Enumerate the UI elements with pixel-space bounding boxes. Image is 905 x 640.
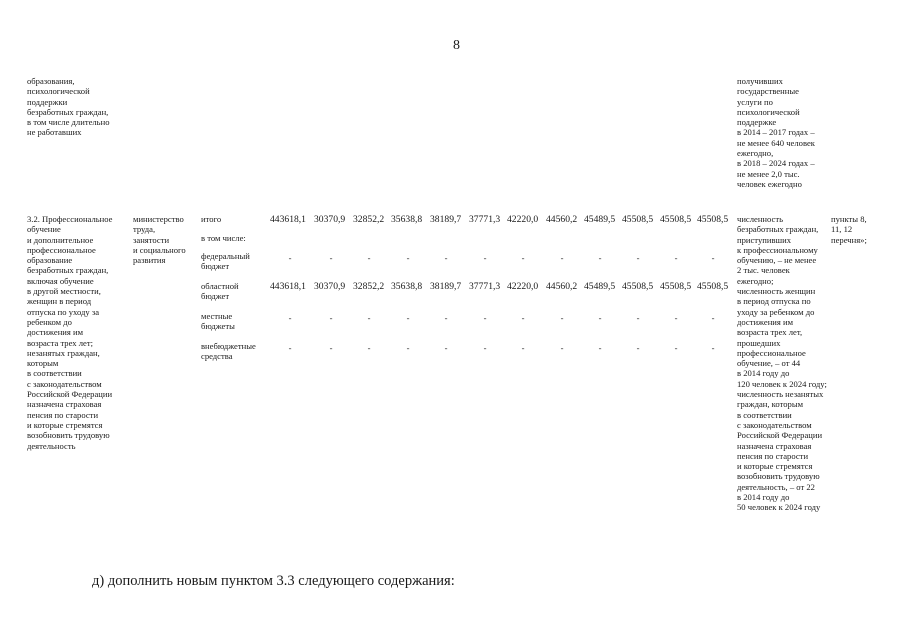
- federal-value: -: [674, 253, 678, 263]
- regional-value: 45508,5: [622, 281, 654, 292]
- regional-value: 42220,0: [507, 281, 539, 292]
- extrabudget-value: -: [636, 343, 640, 353]
- total-value: 37771,3: [469, 214, 501, 225]
- source-label-regional: областной бюджет: [201, 281, 239, 302]
- local-value: -: [521, 313, 525, 323]
- source-label-federal: федеральный бюджет: [201, 251, 250, 272]
- local-value: -: [444, 313, 448, 323]
- regional-value: 443618,1: [270, 281, 306, 292]
- regional-value: 45508,5: [660, 281, 692, 292]
- row-executor: министерство труда, занятости и социального развития: [133, 214, 186, 266]
- total-value: 45508,5: [660, 214, 692, 225]
- total-value: 45508,5: [622, 214, 654, 225]
- local-value: -: [674, 313, 678, 323]
- row-description: 3.2. Профессиональное обучение и дополнительное профессиональное образование безработных граждан, включая обучение в другой местности, женщин в период отпуска по уходу за ребенком до достижения им возраста трех лет; незанятых граждан, которым в соответствии с законодательством Российской Федерации назначена страховая пенсия по старости и которые стремятся возобновить трудовую деятельность: [27, 214, 113, 451]
- federal-value: -: [598, 253, 602, 263]
- federal-value: -: [521, 253, 525, 263]
- federal-value: -: [444, 253, 448, 263]
- local-value: -: [711, 313, 715, 323]
- local-value: -: [560, 313, 564, 323]
- federal-value: -: [711, 253, 715, 263]
- regional-value: 37771,3: [469, 281, 501, 292]
- federal-value: -: [483, 253, 487, 263]
- extrabudget-value: -: [483, 343, 487, 353]
- prev-row-indicator: получивших государственные услуги по психологической поддержке в 2014 – 2017 годах – не менее 640 человек ежегодно, в 2018 – 2024 годах – не менее 2,0 тыс. человек ежегодно: [737, 76, 815, 189]
- regional-value: 30370,9: [314, 281, 346, 292]
- regional-value: 45489,5: [584, 281, 616, 292]
- regional-value: 45508,5: [697, 281, 729, 292]
- local-value: -: [288, 313, 292, 323]
- source-label-extrabudget: внебюджетные средства: [201, 341, 256, 362]
- federal-value: -: [288, 253, 292, 263]
- total-value: 38189,7: [430, 214, 462, 225]
- extrabudget-value: -: [444, 343, 448, 353]
- local-value: -: [406, 313, 410, 323]
- federal-value: -: [406, 253, 410, 263]
- total-value: 32852,2: [353, 214, 385, 225]
- row-reference: пункты 8, 11, 12 перечня»;: [831, 214, 867, 245]
- federal-value: -: [329, 253, 333, 263]
- extrabudget-value: -: [560, 343, 564, 353]
- federal-value: -: [636, 253, 640, 263]
- total-value: 45508,5: [697, 214, 729, 225]
- total-value: 443618,1: [270, 214, 306, 225]
- local-value: -: [483, 313, 487, 323]
- federal-value: -: [367, 253, 371, 263]
- local-value: -: [367, 313, 371, 323]
- regional-value: 38189,7: [430, 281, 462, 292]
- extrabudget-value: -: [521, 343, 525, 353]
- page-number: 8: [453, 38, 460, 53]
- total-value: 30370,9: [314, 214, 346, 225]
- row-indicator: численность безработных граждан, приступивших к профессиональному обучению, – не менее 2 тыс. человек ежегодно; численность женщин в период отпуска по уходу за ребенком до достижения им возраста трех лет, прошедших профессиональное обучение, – от 44 в 2014 году до 120 человек к 2024 году; численность незанятых граждан, которым в соответствии с законодательством Российской Федерации назначена страховая пенсия по старости и которые стремятся возобновить трудовую деятельность, – от 22 в 2014 году до 50 человек к 2024 году: [737, 214, 827, 513]
- extrabudget-value: -: [598, 343, 602, 353]
- regional-value: 44560,2: [546, 281, 578, 292]
- extrabudget-value: -: [329, 343, 333, 353]
- source-label-local: местные бюджеты: [201, 311, 235, 332]
- regional-value: 32852,2: [353, 281, 385, 292]
- extrabudget-value: -: [406, 343, 410, 353]
- total-value: 42220,0: [507, 214, 539, 225]
- local-value: -: [329, 313, 333, 323]
- total-value: 45489,5: [584, 214, 616, 225]
- regional-value: 35638,8: [391, 281, 423, 292]
- federal-value: -: [560, 253, 564, 263]
- total-value: 44560,2: [546, 214, 578, 225]
- total-value: 35638,8: [391, 214, 423, 225]
- source-label-total: итого: [201, 214, 222, 224]
- local-value: -: [598, 313, 602, 323]
- local-value: -: [636, 313, 640, 323]
- extrabudget-value: -: [674, 343, 678, 353]
- extrabudget-value: -: [288, 343, 292, 353]
- extrabudget-value: -: [367, 343, 371, 353]
- source-label-including: в том числе:: [201, 233, 246, 243]
- prev-row-description: образования, психологической поддержки безработных граждан, в том числе длительно не работавших: [27, 76, 110, 138]
- extrabudget-value: -: [711, 343, 715, 353]
- amendment-instruction: д) дополнить новым пунктом 3.3 следующего содержания:: [92, 573, 455, 589]
